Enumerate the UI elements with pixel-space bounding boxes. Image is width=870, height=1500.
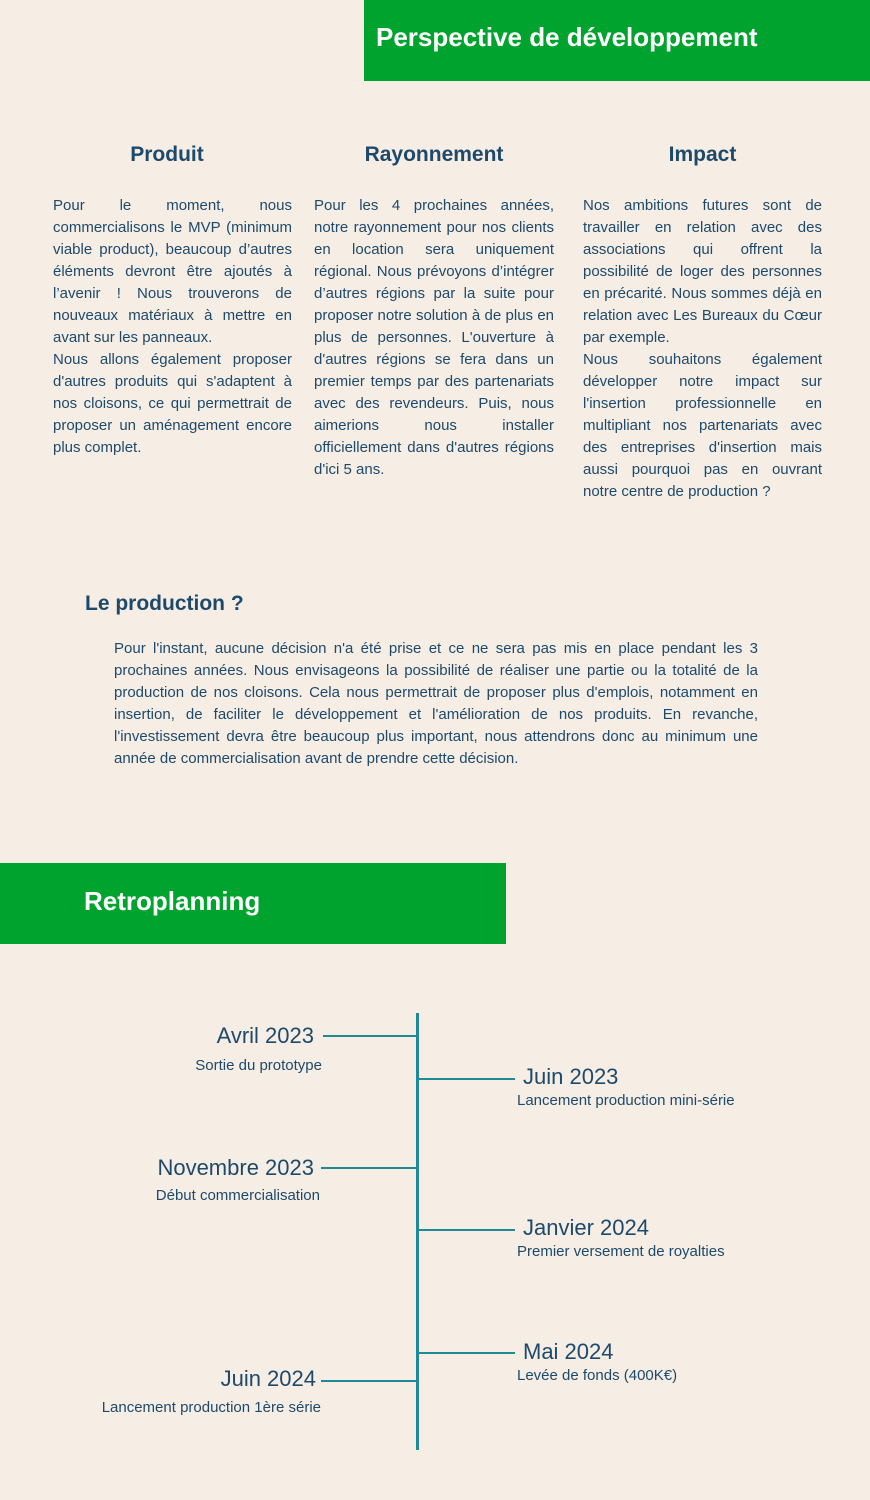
column-title-impact: Impact	[668, 143, 737, 166]
timeline-connector	[419, 1352, 515, 1354]
timeline-connector	[419, 1078, 515, 1080]
production-title: Le production ?	[85, 592, 244, 615]
timeline-connector	[323, 1035, 417, 1037]
retroplanning-banner	[0, 863, 506, 944]
column-paragraph: Nous souhaitons également développer notre impact sur l'insertion professionnelle en multipliant nos partenariats avec des entreprises d'insertion mais aussi pourquoi pas en ouvrant notre centre de production ?	[583, 351, 822, 500]
timeline-label: Début commercialisation	[155, 1187, 320, 1204]
header-banner	[364, 0, 870, 81]
timeline-connector	[321, 1380, 417, 1382]
column-title-produit: Produit	[130, 143, 204, 166]
timeline-label: Lancement production 1ère série	[101, 1399, 321, 1416]
timeline-date: Janvier 2024	[523, 1215, 649, 1240]
column-paragraph: Nous allons également proposer d'autres produits qui s'adaptent à nos cloisons, ce qui permettrait de proposer un aménagement encore plus complet.	[53, 351, 292, 456]
timeline-date: Avril 2023	[216, 1023, 314, 1048]
column-paragraph: Pour les 4 prochaines années, notre rayonnement pour nos clients en location sera uniquement régional. Nous prévoyons d’intégrer d’autres régions par la suite pour proposer notre solution à de plus en plus de personnes. L'ouverture à d'autres régions se fera dans un premier temps par des partenariats avec des revendeurs. Puis, nous aimerions nous installer officiellement dans d'autres régions d'ici 5 ans.	[314, 197, 554, 478]
timeline-label: Premier versement de royalties	[517, 1243, 725, 1260]
page-title: Perspective de développement	[376, 22, 758, 52]
timeline-label: Lancement production mini-série	[517, 1092, 735, 1109]
timeline-connector	[321, 1167, 417, 1169]
column-paragraph: Nos ambitions futures sont de travailler en relation avec des associations qui offrent la possibilité de loger des personnes en précarité. Nous sommes déjà en relation avec Les Bureaux du Cœur par exemple.	[583, 197, 822, 346]
timeline-date: Novembre 2023	[157, 1155, 314, 1180]
timeline-label: Levée de fonds (400K€)	[517, 1367, 678, 1384]
timeline-label: Sortie du prototype	[195, 1057, 322, 1074]
column-text-produit	[53, 195, 292, 459]
column-text-impact	[583, 195, 822, 503]
timeline-date: Mai 2024	[523, 1339, 614, 1364]
timeline-date: Juin 2023	[523, 1064, 619, 1089]
column-paragraph: Pour le moment, nous commercialisons le MVP (minimum viable product), beaucoup d’autres éléments devront être ajoutés à l’avenir ! Nous trouverons de nouveaux matériaux à mettre en avant sur les panneaux.	[53, 197, 292, 346]
column-title-rayonnement: Rayonnement	[364, 143, 504, 166]
timeline-date: Juin 2024	[220, 1366, 316, 1391]
column-text-rayonnement	[314, 195, 554, 481]
production-text: Pour l'instant, aucune décision n'a été prise et ce ne sera pas mis en place pendant les 3 prochaines années. Nous envisageons la possibilité de réaliser une partie ou la totalité de la production de nos cloisons. Cela nous permettrait de proposer plus d'emplois, notamment en insertion, de faciliter le développement et l'amélioration de nos produits. En revanche, l'investissement devra être beaucoup plus important, nous attendrons donc au minimum une année de commercialisation avant de prendre cette décision.	[114, 640, 758, 767]
timeline-connector	[419, 1229, 515, 1231]
retroplanning-title: Retroplanning	[84, 886, 261, 916]
